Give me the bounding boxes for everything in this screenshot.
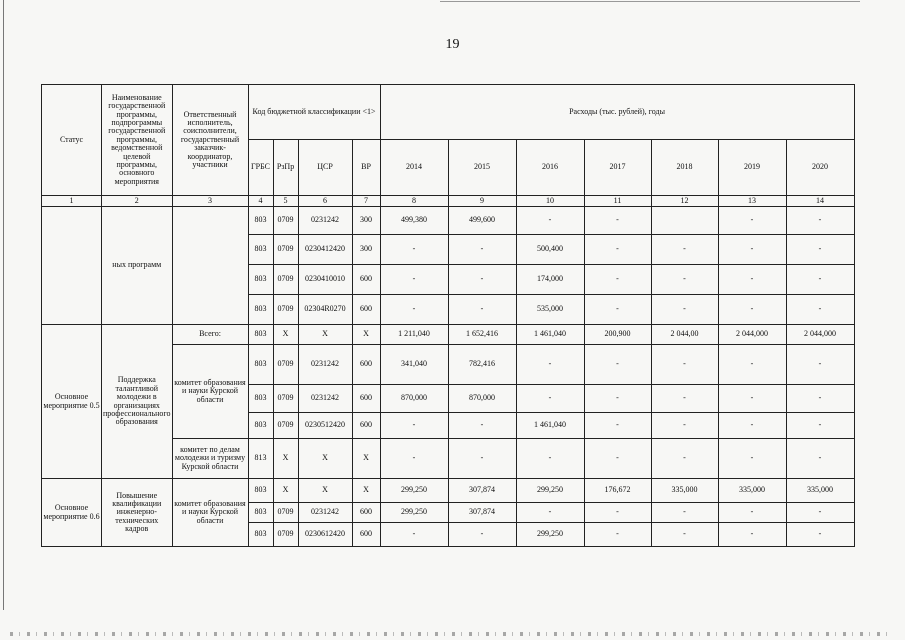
responsible-cell: комитет образования и науки Курской области: [172, 345, 248, 439]
header-status: Статус: [42, 85, 102, 196]
cell-2018: 335,000: [651, 479, 718, 503]
header-year: 2017: [584, 140, 651, 196]
cell-2015: 1 652,416: [448, 325, 516, 345]
table-row: [42, 325, 855, 345]
cell-grbs: 803: [248, 345, 273, 385]
cell-2015: -: [448, 295, 516, 325]
cell-2019: 335,000: [718, 479, 786, 503]
cell-2018: -: [651, 439, 718, 479]
cell-2020: -: [786, 295, 854, 325]
column-number: 8: [380, 196, 448, 207]
table-row: [42, 479, 855, 503]
cell-2014: -: [380, 413, 448, 439]
cell-2016: 174,000: [516, 265, 584, 295]
cell-2014: -: [380, 523, 448, 547]
table-row: [42, 207, 855, 235]
column-number: 3: [172, 196, 248, 207]
cell-2015: -: [448, 439, 516, 479]
cell-rzpr: 0709: [273, 413, 298, 439]
responsible-cell: комитет по делам молодежи и туризму Курской области: [172, 439, 248, 479]
cell-grbs: 803: [248, 325, 273, 345]
cell-vr: 600: [352, 523, 380, 547]
cell-vr: 600: [352, 503, 380, 523]
cell-grbs: 803: [248, 235, 273, 265]
cell-2018: -: [651, 413, 718, 439]
cell-2015: 870,000: [448, 385, 516, 413]
cell-2014: 299,250: [380, 479, 448, 503]
cell-2016: 299,250: [516, 523, 584, 547]
header-year: 2015: [448, 140, 516, 196]
cell-2015: 499,600: [448, 207, 516, 235]
cell-2015: 307,874: [448, 503, 516, 523]
header-year: 2018: [651, 140, 718, 196]
cell-csr: 0230612420: [298, 523, 352, 547]
cell-2017: -: [584, 345, 651, 385]
cell-2020: -: [786, 235, 854, 265]
cell-grbs: 803: [248, 413, 273, 439]
cell-rzpr: 0709: [273, 345, 298, 385]
cell-2018: -: [651, 235, 718, 265]
cell-2018: -: [651, 345, 718, 385]
cell-2019: -: [718, 265, 786, 295]
cell-2019: 2 044,000: [718, 325, 786, 345]
cell-2014: 341,040: [380, 345, 448, 385]
cell-2020: -: [786, 439, 854, 479]
column-number: 10: [516, 196, 584, 207]
cell-2016: 500,400: [516, 235, 584, 265]
cell-csr: 0231242: [298, 345, 352, 385]
cell-2019: -: [718, 345, 786, 385]
cell-2019: -: [718, 235, 786, 265]
cell-2018: -: [651, 295, 718, 325]
cell-2020: -: [786, 413, 854, 439]
column-number-row: [42, 196, 855, 207]
status-cell: [42, 207, 102, 325]
column-number: 12: [651, 196, 718, 207]
cell-2014: -: [380, 295, 448, 325]
cell-2014: -: [380, 439, 448, 479]
cell-2017: 200,900: [584, 325, 651, 345]
cell-2020: -: [786, 503, 854, 523]
cell-2019: -: [718, 439, 786, 479]
cell-csr: Х: [298, 439, 352, 479]
program-name-cell: Повышение квалификации инженерно-технических кадров: [102, 479, 173, 547]
cell-vr: 600: [352, 413, 380, 439]
column-number: 2: [102, 196, 173, 207]
header-vr: ВР: [352, 140, 380, 196]
cell-2016: -: [516, 385, 584, 413]
cell-2014: 1 211,040: [380, 325, 448, 345]
cell-2017: -: [584, 207, 651, 235]
cell-2018: -: [651, 385, 718, 413]
cell-rzpr: 0709: [273, 265, 298, 295]
total-label: Всего:: [172, 325, 248, 345]
cell-2019: -: [718, 295, 786, 325]
responsible-cell: [172, 207, 248, 325]
cell-2017: -: [584, 413, 651, 439]
column-number: 5: [273, 196, 298, 207]
cell-2016: 299,250: [516, 479, 584, 503]
cell-grbs: 803: [248, 523, 273, 547]
cell-2014: 499,380: [380, 207, 448, 235]
cell-2018: -: [651, 503, 718, 523]
cell-2017: -: [584, 235, 651, 265]
cell-2016: -: [516, 439, 584, 479]
cell-grbs: 813: [248, 439, 273, 479]
cell-grbs: 803: [248, 265, 273, 295]
cell-csr: Х: [298, 325, 352, 345]
column-number: 7: [352, 196, 380, 207]
header-name: Наименование государственной программы, подпрограммы государственной программы, ведомственной целевой программы, основного мероприятия: [102, 85, 173, 196]
column-number: 13: [718, 196, 786, 207]
cell-csr: 02304R0270: [298, 295, 352, 325]
header-year: 2014: [380, 140, 448, 196]
column-number: 1: [42, 196, 102, 207]
cell-2019: -: [718, 207, 786, 235]
cell-2017: -: [584, 385, 651, 413]
status-cell: Основное мероприятие 0.6: [42, 479, 102, 547]
cell-2017: -: [584, 265, 651, 295]
column-number: 14: [786, 196, 854, 207]
cell-vr: 600: [352, 345, 380, 385]
cell-csr: 0231242: [298, 207, 352, 235]
cell-2020: -: [786, 265, 854, 295]
cell-2019: -: [718, 523, 786, 547]
cell-vr: Х: [352, 479, 380, 503]
cell-vr: 600: [352, 265, 380, 295]
header-year: 2020: [786, 140, 854, 196]
cell-2014: -: [380, 235, 448, 265]
header-budget-code: Код бюджетной классификации <1>: [248, 85, 380, 140]
cell-2014: -: [380, 265, 448, 295]
cell-grbs: 803: [248, 385, 273, 413]
program-name-cell: ных программ: [102, 207, 173, 325]
page-top-line: [440, 1, 860, 2]
cell-rzpr: 0709: [273, 207, 298, 235]
scan-artifact: [10, 632, 890, 636]
cell-csr: 0231242: [298, 503, 352, 523]
cell-2016: 1 461,040: [516, 413, 584, 439]
cell-rzpr: Х: [273, 439, 298, 479]
cell-2015: -: [448, 413, 516, 439]
column-number: 6: [298, 196, 352, 207]
cell-grbs: 803: [248, 295, 273, 325]
cell-2020: 2 044,000: [786, 325, 854, 345]
cell-2017: -: [584, 439, 651, 479]
column-number: 11: [584, 196, 651, 207]
cell-rzpr: 0709: [273, 523, 298, 547]
cell-vr: 300: [352, 207, 380, 235]
cell-grbs: 803: [248, 479, 273, 503]
cell-2015: 307,874: [448, 479, 516, 503]
cell-2018: [651, 207, 718, 235]
cell-csr: 0230410010: [298, 265, 352, 295]
header-csr: ЦСР: [298, 140, 352, 196]
cell-vr: Х: [352, 439, 380, 479]
cell-rzpr: 0709: [273, 235, 298, 265]
cell-vr: 300: [352, 235, 380, 265]
header-grbs: ГРБС: [248, 140, 273, 196]
status-cell: Основное мероприятие 0.5: [42, 325, 102, 479]
cell-2015: -: [448, 235, 516, 265]
cell-2016: -: [516, 345, 584, 385]
cell-rzpr: Х: [273, 479, 298, 503]
cell-2016: -: [516, 207, 584, 235]
header-year: 2019: [718, 140, 786, 196]
budget-table: [41, 84, 855, 547]
cell-2020: -: [786, 345, 854, 385]
cell-2015: 782,416: [448, 345, 516, 385]
cell-2016: 1 461,040: [516, 325, 584, 345]
cell-csr: Х: [298, 479, 352, 503]
header-responsible: Ответственный исполнитель, соисполнители, государственный заказчик-координатор, участники: [172, 85, 248, 196]
cell-2018: -: [651, 265, 718, 295]
header-rzpr: РзПр: [273, 140, 298, 196]
header-expenses: Расходы (тыс. рублей), годы: [380, 85, 854, 140]
responsible-cell: комитет образования и науки Курской области: [172, 479, 248, 547]
cell-2017: -: [584, 523, 651, 547]
cell-2016: 535,000: [516, 295, 584, 325]
cell-csr: 0231242: [298, 385, 352, 413]
program-name-cell: Поддержка талантливой молодежи в организациях профессионального образования: [102, 325, 173, 479]
column-number: 4: [248, 196, 273, 207]
cell-rzpr: 0709: [273, 503, 298, 523]
cell-2017: 176,672: [584, 479, 651, 503]
cell-2017: -: [584, 503, 651, 523]
page-number: 19: [445, 37, 460, 52]
page-left-edge: [3, 0, 4, 610]
cell-grbs: 803: [248, 503, 273, 523]
header-year: 2016: [516, 140, 584, 196]
cell-2014: 870,000: [380, 385, 448, 413]
cell-rzpr: 0709: [273, 385, 298, 413]
cell-2020: -: [786, 385, 854, 413]
cell-csr: 0230512420: [298, 413, 352, 439]
cell-csr: 0230412420: [298, 235, 352, 265]
cell-vr: Х: [352, 325, 380, 345]
cell-2020: -: [786, 207, 854, 235]
cell-grbs: 803: [248, 207, 273, 235]
cell-2018: 2 044,00: [651, 325, 718, 345]
cell-2015: -: [448, 523, 516, 547]
cell-2020: -: [786, 523, 854, 547]
cell-rzpr: 0709: [273, 295, 298, 325]
cell-2016: -: [516, 503, 584, 523]
cell-vr: 600: [352, 385, 380, 413]
cell-2017: -: [584, 295, 651, 325]
cell-2015: -: [448, 265, 516, 295]
cell-2020: 335,000: [786, 479, 854, 503]
cell-rzpr: Х: [273, 325, 298, 345]
cell-2019: -: [718, 385, 786, 413]
column-number: 9: [448, 196, 516, 207]
cell-2018: -: [651, 523, 718, 547]
cell-vr: 600: [352, 295, 380, 325]
cell-2019: -: [718, 413, 786, 439]
cell-2014: 299,250: [380, 503, 448, 523]
cell-2019: -: [718, 503, 786, 523]
